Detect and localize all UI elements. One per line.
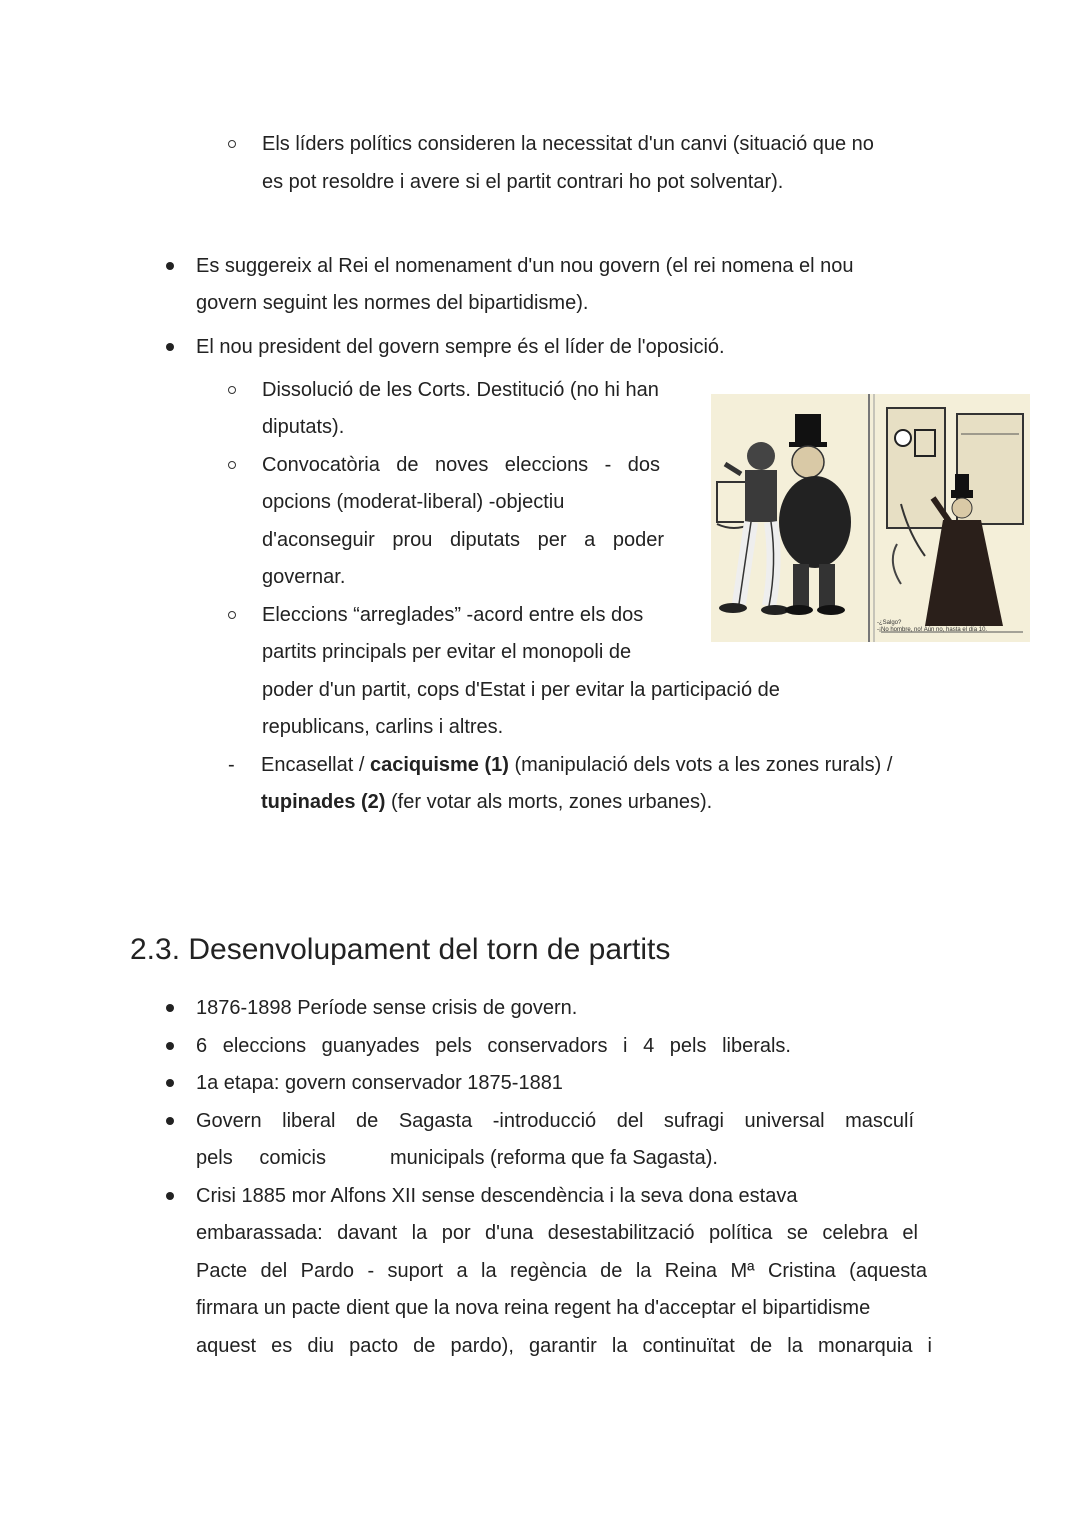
sub-item-text: opcions (moderat-liberal) -objectiu	[262, 491, 565, 513]
sub-item-text: republicans, carlins i altres.	[262, 716, 504, 738]
sub-item-text: es pot resoldre i avere si el partit contrari ho pot solventar).	[262, 171, 784, 193]
cartoon-caption-1: -¿Salgo?	[877, 620, 902, 626]
dash-bullet: -	[228, 754, 235, 776]
section-heading: 2.3. Desenvolupament del torn de partits	[130, 933, 671, 966]
bullet-icon	[166, 343, 174, 351]
list-item-text: Es suggereix al Rei el nomenament d'un nou govern (el rei nomena el nou	[196, 255, 854, 277]
list-item-text: firmara un pacte dient que la nova reina regent ha d'acceptar el bipartidisme	[196, 1297, 871, 1319]
sub-item-text: partits principals per evitar el monopoli de	[262, 641, 632, 663]
sub-item-text: d'aconseguir prou diputats per a poder	[262, 529, 664, 551]
hollow-bullet-icon	[228, 611, 236, 619]
hollow-bullet-icon	[228, 386, 236, 394]
bullet-icon	[166, 1004, 174, 1012]
sub-item-text: Dissolució de les Corts. Destitució (no hi han	[262, 379, 659, 401]
list-item-text: Govern liberal de Sagasta -introducció del sufragi universal masculí	[196, 1110, 914, 1132]
term-tupinades: tupinades (2)	[261, 791, 386, 813]
bullet-icon	[166, 1117, 174, 1125]
cartoon-caption-2: -¡No hombre, no! Aún no, hasta el día 10.	[877, 627, 988, 633]
list-item-text: embarassada: davant la por d'una desestabilització política se celebra el	[196, 1222, 918, 1244]
sub-item-text: Convocatòria de noves eleccions - dos	[262, 454, 660, 476]
list-item-text: Crisi 1885 mor Alfons XII sense descendència i la seva dona estava	[196, 1185, 798, 1207]
bullet-icon	[166, 1079, 174, 1087]
list-item-text: municipals (reforma que fa Sagasta).	[390, 1147, 718, 1169]
list-item-text: 1a etapa: govern conservador 1875-1881	[196, 1072, 563, 1094]
sub-item-text: poder d'un partit, cops d'Estat i per evitar la participació de	[262, 679, 780, 701]
sub-item-text: Eleccions “arreglades” -acord entre els dos	[262, 604, 644, 626]
cartoon-drawing	[711, 394, 1030, 642]
list-item-text: pels comicis	[196, 1147, 326, 1169]
list-item-text: 6 eleccions guanyades pels conservadors i 4 pels liberals.	[196, 1035, 791, 1057]
list-item-text: aquest es diu pacto de pardo), garantir la continuïtat de la monarquia i	[196, 1335, 932, 1357]
sub-item-text: diputats).	[262, 416, 345, 438]
dash-item-line2: tupinades (2) (fer votar als morts, zones urbanes).	[261, 791, 713, 813]
list-item-text: 1876-1898 Període sense crisis de govern.	[196, 997, 578, 1019]
bullet-icon	[166, 262, 174, 270]
term-caciquisme: caciquisme (1)	[369, 754, 509, 776]
hollow-bullet-icon	[228, 140, 236, 148]
political-cartoon-image	[711, 394, 1030, 642]
sub-item-text: governar.	[262, 566, 346, 588]
list-item-text: Pacte del Pardo - suport a la regència de la Reina Mª Cristina (aquesta	[196, 1260, 927, 1282]
list-item-text: El nou president del govern sempre és el líder de l'oposició.	[196, 336, 725, 358]
dash-item-line1: Encasellat / caciquisme (1) (manipulació dels vots a les zones rurals) /	[261, 754, 893, 776]
list-item-text: govern seguint les normes del bipartidisme).	[196, 292, 589, 314]
bullet-icon	[166, 1042, 174, 1050]
bullet-icon	[166, 1192, 174, 1200]
hollow-bullet-icon	[228, 461, 236, 469]
sub-item-text: Els líders polítics consideren la necessitat d'un canvi (situació que no	[262, 133, 874, 155]
